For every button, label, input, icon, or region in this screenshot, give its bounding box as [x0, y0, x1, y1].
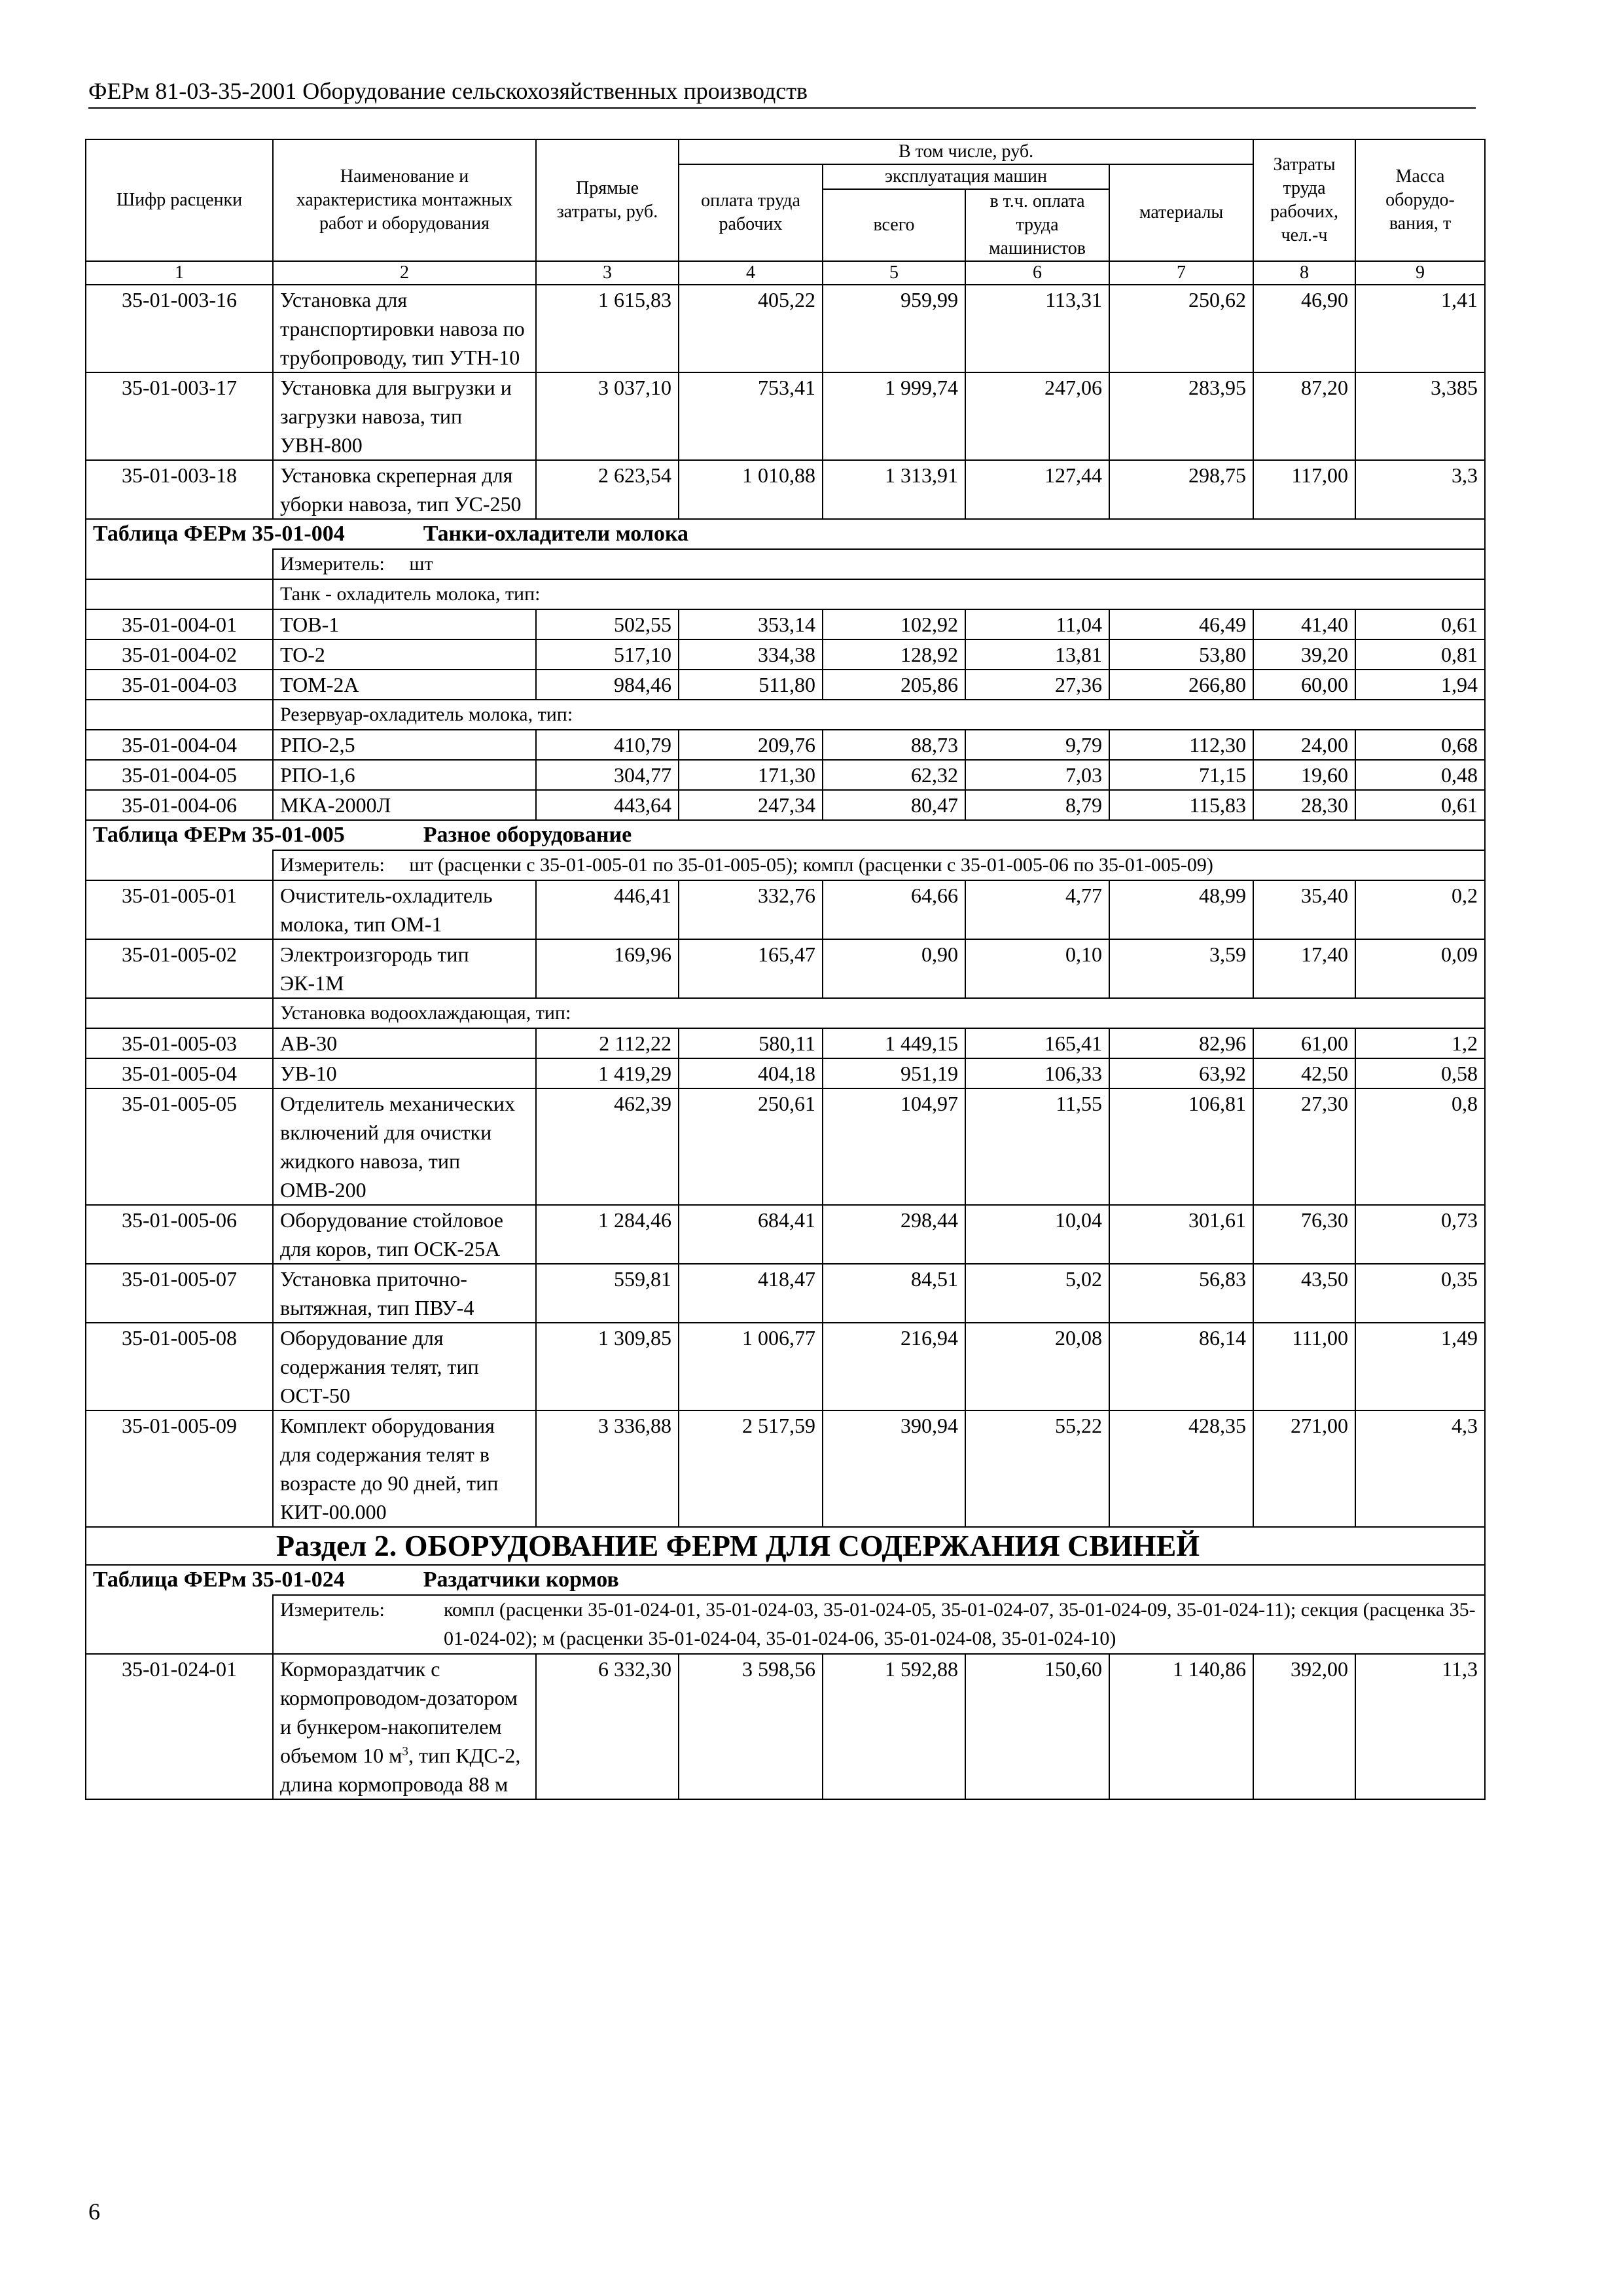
row-code: 35-01-003-18 — [86, 460, 273, 519]
measure-row — [86, 1595, 1485, 1654]
col-number: 7 — [1109, 261, 1253, 285]
row-code: 35-01-005-08 — [86, 1323, 273, 1410]
table-row — [86, 372, 1485, 460]
measure-label: Измеритель: — [280, 854, 385, 876]
row-labor: 61,00 — [1253, 1028, 1355, 1058]
row-direct: 1 284,46 — [536, 1205, 679, 1264]
col-code-header: Шифр расценки — [86, 139, 273, 261]
row-machinists: 11,55 — [965, 1088, 1109, 1205]
row-direct: 3 037,10 — [536, 372, 679, 460]
row-wages: 580,11 — [679, 1028, 823, 1058]
row-code: 35-01-005-09 — [86, 1410, 273, 1527]
column-numbers-row — [86, 261, 1485, 285]
row-mass: 3,3 — [1355, 460, 1485, 519]
row-code: 35-01-004-01 — [86, 609, 273, 639]
row-labor: 111,00 — [1253, 1323, 1355, 1410]
row-machinists: 113,31 — [965, 285, 1109, 372]
row-wages: 3 598,56 — [679, 1654, 823, 1799]
row-direct: 2 623,54 — [536, 460, 679, 519]
row-machines-total: 216,94 — [823, 1323, 965, 1410]
row-machines-total: 64,66 — [823, 880, 965, 939]
row-mass: 0,09 — [1355, 939, 1485, 998]
row-direct: 502,55 — [536, 609, 679, 639]
page-header: ФЕРм 81-03-35-2001 Оборудование сельскохозяйственных производств — [88, 77, 1476, 109]
row-machines-total: 951,19 — [823, 1058, 965, 1088]
col-incl-header: В том числе, руб. — [679, 139, 1253, 164]
price-table — [85, 139, 1486, 1800]
row-machinists: 127,44 — [965, 460, 1109, 519]
row-wages: 332,76 — [679, 880, 823, 939]
row-labor: 17,40 — [1253, 939, 1355, 998]
col-direct-header: Прямые затраты, руб. — [536, 139, 679, 261]
row-name: АВ-30 — [273, 1028, 536, 1058]
group-label: Танк - охладитель молока, тип: — [273, 579, 1485, 609]
row-machinists: 7,03 — [965, 760, 1109, 790]
row-machines-total: 959,99 — [823, 285, 965, 372]
section-title: Раздел 2. ОБОРУДОВАНИЕ ФЕРМ ДЛЯ СОДЕРЖАНИЯ СВИНЕЙ — [86, 1527, 1485, 1565]
row-labor: 76,30 — [1253, 1205, 1355, 1264]
row-code: 35-01-005-07 — [86, 1264, 273, 1323]
row-materials: 106,81 — [1109, 1088, 1253, 1205]
row-machinists: 165,41 — [965, 1028, 1109, 1058]
row-code: 35-01-004-02 — [86, 639, 273, 670]
row-name: Установка приточно-вытяжная, тип ПВУ-4 — [273, 1264, 536, 1323]
row-materials: 298,75 — [1109, 460, 1253, 519]
col-number: 2 — [273, 261, 536, 285]
row-materials: 53,80 — [1109, 639, 1253, 670]
row-code: 35-01-005-06 — [86, 1205, 273, 1264]
table-row — [86, 760, 1485, 790]
row-name: Кормораздатчик с кормопроводом-дозатором и бункером-накопителем объемом 10 $м^3$, тип КДС-2, длина кормопровода 88 м — [273, 1654, 536, 1799]
table-title: Разное оборудование — [423, 823, 632, 847]
row-wages: 404,18 — [679, 1058, 823, 1088]
row-name: ТО-2 — [273, 639, 536, 670]
table-row — [86, 639, 1485, 670]
row-materials: 283,95 — [1109, 372, 1253, 460]
table-row — [86, 790, 1485, 820]
table-title-row — [86, 820, 1485, 850]
table-row — [86, 1323, 1485, 1410]
row-machinists: 11,04 — [965, 609, 1109, 639]
row-mass: 0,68 — [1355, 730, 1485, 760]
group-row — [86, 998, 1485, 1028]
group-label: Резервуар-охладитель молока, тип: — [273, 700, 1485, 730]
row-machinists: 10,04 — [965, 1205, 1109, 1264]
measure-value: шт — [409, 553, 433, 575]
table-label: Таблица ФЕРм 35-01-004 — [93, 522, 345, 546]
row-code: 35-01-005-02 — [86, 939, 273, 998]
row-machines-total: 298,44 — [823, 1205, 965, 1264]
row-mass: 1,49 — [1355, 1323, 1485, 1410]
row-code: 35-01-004-05 — [86, 760, 273, 790]
row-labor: 46,90 — [1253, 285, 1355, 372]
rows-004b — [86, 730, 1485, 820]
row-direct: 169,96 — [536, 939, 679, 998]
table-row — [86, 880, 1485, 939]
row-direct: 410,79 — [536, 730, 679, 760]
row-machines-total: 205,86 — [823, 670, 965, 700]
row-materials: 71,15 — [1109, 760, 1253, 790]
row-labor: 19,60 — [1253, 760, 1355, 790]
measure-row — [86, 850, 1485, 880]
row-code: 35-01-003-17 — [86, 372, 273, 460]
row-materials: 266,80 — [1109, 670, 1253, 700]
table-label: Таблица ФЕРм 35-01-005 — [93, 823, 345, 847]
table-row — [86, 609, 1485, 639]
measure-label: Измеритель: — [280, 553, 385, 575]
row-direct: 1 419,29 — [536, 1058, 679, 1088]
row-name: ТОВ-1 — [273, 609, 536, 639]
col-number: 8 — [1253, 261, 1355, 285]
row-materials: 112,30 — [1109, 730, 1253, 760]
row-materials: 48,99 — [1109, 880, 1253, 939]
row-code: 35-01-024-01 — [86, 1654, 273, 1799]
row-direct: 462,39 — [536, 1088, 679, 1205]
row-name: Комплект оборудования для содержания телят в возрасте до 90 дней, тип КИТ-00.000 — [273, 1410, 536, 1527]
row-name: Оборудование для содержания телят, тип ОСТ-50 — [273, 1323, 536, 1410]
table-title: Раздатчики кормов — [423, 1568, 619, 1592]
col-labor-header: Затраты труда рабочих, чел.-ч — [1253, 139, 1355, 261]
col-mass-header: Масса оборудо-вания, т — [1355, 139, 1485, 261]
row-mass: 0,35 — [1355, 1264, 1485, 1323]
table-row — [86, 939, 1485, 998]
row-machinists: 5,02 — [965, 1264, 1109, 1323]
table-title-row — [86, 1565, 1485, 1595]
col-number: 5 — [823, 261, 965, 285]
row-wages: 418,47 — [679, 1264, 823, 1323]
row-direct: 559,81 — [536, 1264, 679, 1323]
row-labor: 28,30 — [1253, 790, 1355, 820]
row-direct: 1 615,83 — [536, 285, 679, 372]
row-materials: 46,49 — [1109, 609, 1253, 639]
row-machines-total: 390,94 — [823, 1410, 965, 1527]
row-name: РПО-1,6 — [273, 760, 536, 790]
row-wages: 353,14 — [679, 609, 823, 639]
row-machines-total: 62,32 — [823, 760, 965, 790]
row-direct: 443,64 — [536, 790, 679, 820]
row-materials: 428,35 — [1109, 1410, 1253, 1527]
row-wages: 171,30 — [679, 760, 823, 790]
table-row — [86, 670, 1485, 700]
row-machinists: 9,79 — [965, 730, 1109, 760]
row-wages: 247,34 — [679, 790, 823, 820]
row-mass: 1,2 — [1355, 1028, 1485, 1058]
row-name: Очиститель-охладитель молока, тип ОМ-1 — [273, 880, 536, 939]
row-machinists: 8,79 — [965, 790, 1109, 820]
row-machines-total: 128,92 — [823, 639, 965, 670]
table-title-row — [86, 519, 1485, 549]
row-wages: 1 006,77 — [679, 1323, 823, 1410]
row-machinists: 27,36 — [965, 670, 1109, 700]
table-row — [86, 1088, 1485, 1205]
row-materials: 1 140,86 — [1109, 1654, 1253, 1799]
measure-label: Измеритель: — [280, 1599, 385, 1621]
row-name: Установка для выгрузки и загрузки навоза, тип УВН-800 — [273, 372, 536, 460]
row-name: РПО-2,5 — [273, 730, 536, 760]
row-mass: 11,3 — [1355, 1654, 1485, 1799]
row-mass: 3,385 — [1355, 372, 1485, 460]
row-machinists: 20,08 — [965, 1323, 1109, 1410]
row-code: 35-01-005-04 — [86, 1058, 273, 1088]
row-machinists: 4,77 — [965, 880, 1109, 939]
row-labor: 27,30 — [1253, 1088, 1355, 1205]
row-name: Отделитель механических включений для очистки жидкого навоза, тип ОМВ-200 — [273, 1088, 536, 1205]
row-materials: 56,83 — [1109, 1264, 1253, 1323]
col-materials-header: материалы — [1109, 164, 1253, 261]
table-row — [86, 1410, 1485, 1527]
row-machines-total: 88,73 — [823, 730, 965, 760]
row-wages: 209,76 — [679, 730, 823, 760]
row-machinists: 106,33 — [965, 1058, 1109, 1088]
row-machinists: 55,22 — [965, 1410, 1109, 1527]
row-wages: 1 010,88 — [679, 460, 823, 519]
row-mass: 0,58 — [1355, 1058, 1485, 1088]
row-mass: 0,61 — [1355, 609, 1485, 639]
row-machines-total: 80,47 — [823, 790, 965, 820]
col-machines-header: эксплуатация машин — [823, 164, 1109, 189]
row-direct: 984,46 — [536, 670, 679, 700]
row-machinists: 13,81 — [965, 639, 1109, 670]
row-labor: 35,40 — [1253, 880, 1355, 939]
row-labor: 39,20 — [1253, 639, 1355, 670]
section-row — [86, 1527, 1485, 1565]
table-row — [86, 1058, 1485, 1088]
col-name-header: Наименование и характеристика монтажных работ и оборудования — [273, 139, 536, 261]
row-labor: 60,00 — [1253, 670, 1355, 700]
row-machines-total: 1 313,91 — [823, 460, 965, 519]
row-machines-total: 102,92 — [823, 609, 965, 639]
row-labor: 41,40 — [1253, 609, 1355, 639]
row-labor: 117,00 — [1253, 460, 1355, 519]
row-direct: 517,10 — [536, 639, 679, 670]
col-number: 3 — [536, 261, 679, 285]
row-materials: 3,59 — [1109, 939, 1253, 998]
row-code: 35-01-003-16 — [86, 285, 273, 372]
row-direct: 3 336,88 — [536, 1410, 679, 1527]
row-labor: 87,20 — [1253, 372, 1355, 460]
row-machines-total: 84,51 — [823, 1264, 965, 1323]
row-mass: 0,48 — [1355, 760, 1485, 790]
rows-005b — [86, 1028, 1485, 1088]
row-machines-total: 104,97 — [823, 1088, 965, 1205]
row-name: УВ-10 — [273, 1058, 536, 1088]
row-name: МКА-2000Л — [273, 790, 536, 820]
row-materials: 115,83 — [1109, 790, 1253, 820]
row-name: Установка для транспортировки навоза по трубопроводу, тип УТН-10 — [273, 285, 536, 372]
rows-005c — [86, 1088, 1485, 1527]
row-mass: 0,8 — [1355, 1088, 1485, 1205]
row-mass: 0,81 — [1355, 639, 1485, 670]
rows-003 — [86, 285, 1485, 519]
row-mass: 0,2 — [1355, 880, 1485, 939]
row-labor: 392,00 — [1253, 1654, 1355, 1799]
row-labor: 42,50 — [1253, 1058, 1355, 1088]
row-mass: 0,61 — [1355, 790, 1485, 820]
group-row — [86, 579, 1485, 609]
col-total-header: всего — [823, 189, 965, 261]
row-name: Электроизгородь тип ЭК-1М — [273, 939, 536, 998]
row-wages: 2 517,59 — [679, 1410, 823, 1527]
rows-004a — [86, 609, 1485, 700]
col-number: 1 — [86, 261, 273, 285]
col-machinists-header: в т.ч. оплата труда машинистов — [965, 189, 1109, 261]
table-title: Танки-охладители молока — [423, 522, 689, 546]
row-wages: 405,22 — [679, 285, 823, 372]
table-row — [86, 1028, 1485, 1058]
row-machines-total: 1 999,74 — [823, 372, 965, 460]
row-materials: 301,61 — [1109, 1205, 1253, 1264]
row-machines-total: 1 449,15 — [823, 1028, 965, 1058]
table-row — [86, 285, 1485, 372]
row-name: Оборудование стойловое для коров, тип ОСК-25А — [273, 1205, 536, 1264]
row-wages: 684,41 — [679, 1205, 823, 1264]
col-number: 6 — [965, 261, 1109, 285]
row-direct: 6 332,30 — [536, 1654, 679, 1799]
row-wages: 334,38 — [679, 639, 823, 670]
measure-value: шт (расценки с 35-01-005-01 по 35-01-005-05); компл (расценки с 35-01-005-06 по 35-01-005-09) — [409, 854, 1213, 876]
measure-row — [86, 549, 1485, 579]
row-wages: 165,47 — [679, 939, 823, 998]
row-machinists: 247,06 — [965, 372, 1109, 460]
row-mass: 1,94 — [1355, 670, 1485, 700]
row-code: 35-01-004-06 — [86, 790, 273, 820]
row-code: 35-01-005-01 — [86, 880, 273, 939]
table-label: Таблица ФЕРм 35-01-024 — [93, 1568, 345, 1592]
row-labor: 43,50 — [1253, 1264, 1355, 1323]
group-row — [86, 700, 1485, 730]
row-mass: 0,73 — [1355, 1205, 1485, 1264]
header-row-1 — [86, 139, 1485, 164]
row-code: 35-01-004-04 — [86, 730, 273, 760]
row-machines-total: 1 592,88 — [823, 1654, 965, 1799]
rows-005a — [86, 880, 1485, 998]
table-row — [86, 1264, 1485, 1323]
measure-value: компл (расценки 35-01-024-01, 35-01-024-03, 35-01-024-05, 35-01-024-07, 35-01-024-09, 35-01-024-11); секция (расценка 35-01-024-02); м (расценки 35-01-024-04, 35-01-024-06, 35-01-024-08, 35-01-024-10) — [444, 1599, 1476, 1649]
row-machines-total: 0,90 — [823, 939, 965, 998]
group-label: Установка водоохлаждающая, тип: — [273, 998, 1485, 1028]
row-direct: 1 309,85 — [536, 1323, 679, 1410]
row-direct: 2 112,22 — [536, 1028, 679, 1058]
row-code: 35-01-005-05 — [86, 1088, 273, 1205]
table-row — [86, 1654, 1485, 1799]
row-materials: 86,14 — [1109, 1323, 1253, 1410]
row-wages: 250,61 — [679, 1088, 823, 1205]
row-code: 35-01-004-03 — [86, 670, 273, 700]
row-wages: 511,80 — [679, 670, 823, 700]
row-name: ТОМ-2А — [273, 670, 536, 700]
row-wages: 753,41 — [679, 372, 823, 460]
table-row — [86, 460, 1485, 519]
row-materials: 63,92 — [1109, 1058, 1253, 1088]
table-row — [86, 1205, 1485, 1264]
row-machinists: 0,10 — [965, 939, 1109, 998]
row-mass: 1,41 — [1355, 285, 1485, 372]
row-name: Установка скреперная для уборки навоза, тип УС-250 — [273, 460, 536, 519]
row-mass: 4,3 — [1355, 1410, 1485, 1527]
row-materials: 250,62 — [1109, 285, 1253, 372]
col-wages-header: оплата труда рабочих — [679, 164, 823, 261]
table-row — [86, 730, 1485, 760]
row-direct: 304,77 — [536, 760, 679, 790]
row-code: 35-01-005-03 — [86, 1028, 273, 1058]
col-number: 4 — [679, 261, 823, 285]
page-number: 6 — [88, 2198, 100, 2225]
row-direct: 446,41 — [536, 880, 679, 939]
row-labor: 24,00 — [1253, 730, 1355, 760]
row-labor: 271,00 — [1253, 1410, 1355, 1527]
row-materials: 82,96 — [1109, 1028, 1253, 1058]
col-number: 9 — [1355, 261, 1485, 285]
row-machinists: 150,60 — [965, 1654, 1109, 1799]
